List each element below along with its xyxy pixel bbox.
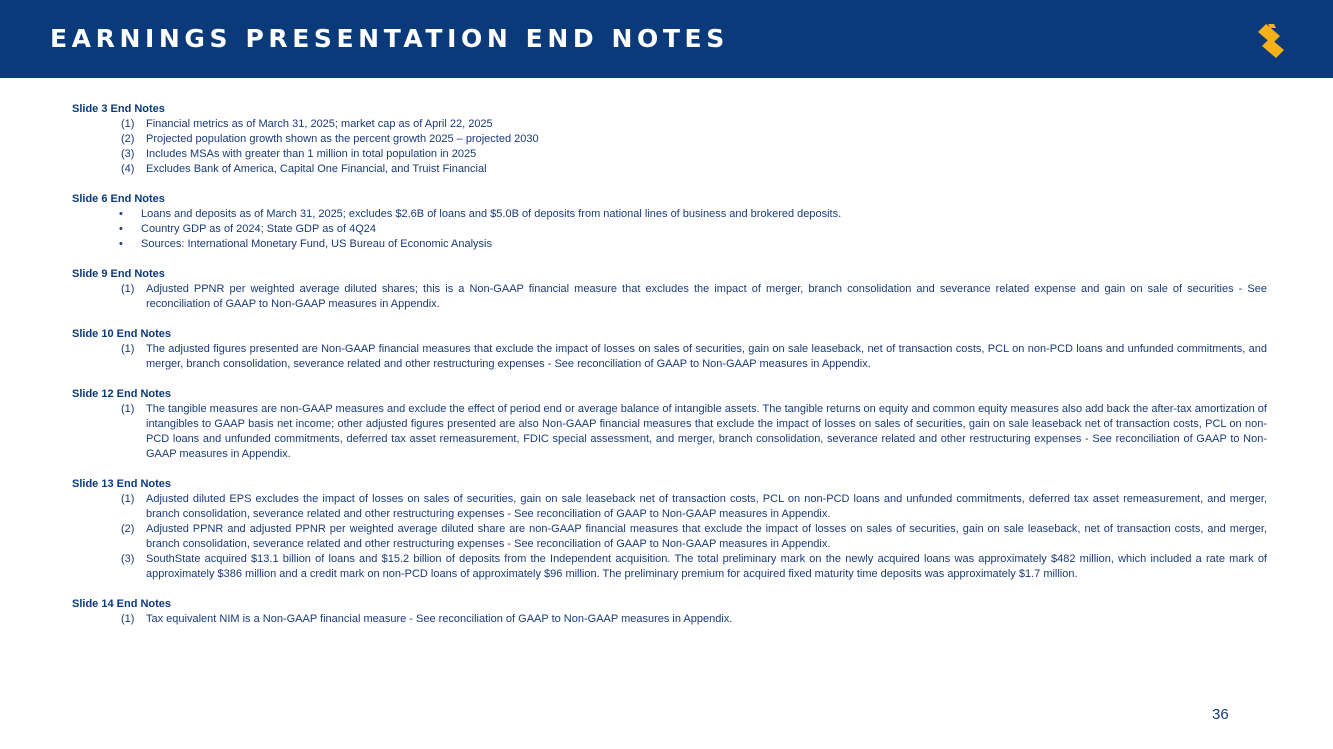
end-notes-section	[72, 267, 1267, 312]
note-number: (2)	[121, 133, 135, 145]
end-note	[72, 237, 1267, 252]
note-text: Projected population growth shown as the percent growth 2025 – projected 2030	[146, 133, 539, 145]
end-notes-section	[72, 477, 1267, 582]
end-notes-section	[72, 597, 1267, 627]
note-number: (1)	[121, 118, 135, 130]
note-text: Tax equivalent NIM is a Non-GAAP financial measure - See reconciliation of GAAP to Non-GAAP measures in Appendix.	[146, 613, 733, 625]
end-note	[72, 402, 1267, 462]
section-heading: Slide 14 End Notes	[72, 598, 172, 610]
section-heading: Slide 10 End Notes	[72, 328, 172, 340]
note-text: Adjusted diluted EPS excludes the impact of losses on sales of securities, gain on sale leaseback net of transaction costs, PCL on non-PCD loans and unfunded commitments, deferred tax asset remeasurement, and merger, branch consolidation, severance related and other restructuring expenses - See reconciliation of GAAP to Non-GAAP measures in Appendix.	[146, 493, 1267, 520]
section-heading: Slide 9 End Notes	[72, 268, 165, 280]
note-text: Country GDP as of 2024; State GDP as of 4Q24	[141, 223, 377, 235]
end-note	[72, 522, 1267, 552]
note-number: (3)	[121, 148, 135, 160]
end-note	[72, 207, 1267, 222]
end-note	[72, 132, 1267, 147]
note-number: (1)	[121, 493, 135, 505]
end-note	[72, 117, 1267, 132]
note-text: Includes MSAs with greater than 1 million in total population in 2025	[146, 148, 477, 160]
bullet-marker: •	[119, 223, 123, 235]
note-text: SouthState acquired $13.1 billion of loans and $15.2 billion of deposits from the Independent acquisition. The total preliminary mark on the newly acquired loans was approximately $482 million, which included a rate mark of approximately $386 million and a credit mark on non-PCD loans of approximately $96 million. The preliminary premium for acquired fixed maturity time deposits was approximately $1.7 million.	[146, 553, 1267, 580]
note-number: (1)	[121, 403, 135, 415]
end-notes-section	[72, 192, 1267, 252]
bullet-marker: •	[119, 238, 123, 250]
end-note	[72, 552, 1267, 582]
note-number: (1)	[121, 283, 135, 295]
page-title: EARNINGS PRESENTATION END NOTES	[50, 24, 729, 53]
end-note	[72, 162, 1267, 177]
note-text: Excludes Bank of America, Capital One Financial, and Truist Financial	[146, 163, 487, 175]
note-text: Adjusted PPNR per weighted average diluted shares; this is a Non-GAAP financial measure that excludes the impact of merger, branch consolidation and severance related expense and gain on sale of securities - See reconciliation of GAAP to Non-GAAP measures in Appendix.	[146, 283, 1267, 310]
note-text: Loans and deposits as of March 31, 2025; excludes $2.6B of loans and $5.0B of deposits from national lines of business and brokered deposits.	[141, 208, 842, 220]
end-note	[72, 342, 1267, 372]
note-number: (1)	[121, 613, 135, 625]
end-note	[72, 222, 1267, 237]
note-text: Adjusted PPNR and adjusted PPNR per weighted average diluted share are non-GAAP financial measures that exclude the impact of losses on sales of securities, gain on sale leaseback, net of transaction costs, and merger, branch consolidation, severance related and other restructuring expenses - See reconciliation of GAAP to Non-GAAP measures in Appendix.	[146, 523, 1267, 550]
end-note	[72, 612, 1267, 627]
page-number: 36	[1212, 706, 1229, 723]
note-number: (2)	[121, 523, 135, 535]
end-note	[72, 492, 1267, 522]
southstate-logo-icon	[1254, 22, 1288, 60]
note-text: The adjusted figures presented are Non-GAAP financial measures that exclude the impact of losses on sales of securities, gain on sale leaseback, net of transaction costs, PCL on non-PCD loans and unfunded commitments, and merger, branch consolidation, severance related and other restructuring expenses - See reconciliation of GAAP to Non-GAAP measures in Appendix.	[146, 343, 1267, 370]
end-notes-body	[72, 102, 1267, 642]
end-notes-section	[72, 387, 1267, 462]
section-heading: Slide 12 End Notes	[72, 388, 172, 400]
note-number: (3)	[121, 553, 135, 565]
note-text: Financial metrics as of March 31, 2025; market cap as of April 22, 2025	[146, 118, 493, 130]
note-number: (4)	[121, 163, 135, 175]
section-heading: Slide 3 End Notes	[72, 103, 165, 115]
end-notes-section	[72, 327, 1267, 372]
end-notes-section	[72, 102, 1267, 177]
section-heading: Slide 13 End Notes	[72, 478, 172, 490]
bullet-marker: •	[119, 208, 123, 220]
section-heading: Slide 6 End Notes	[72, 193, 165, 205]
note-text: Sources: International Monetary Fund, US Bureau of Economic Analysis	[141, 238, 492, 250]
end-note	[72, 147, 1267, 162]
note-text: The tangible measures are non-GAAP measures and exclude the effect of period end or average balance of intangible assets. The tangible returns on equity and common equity measures also add back the after-tax amortization of intangibles to GAAP basis net income; other adjusted figures presented are also Non-GAAP financial measures that exclude the impact of losses on sales of securities, gain on sale leaseback net of transaction costs, PCL on non-PCD loans and unfunded commitments, deferred tax asset remeasurement, FDIC special assessment, and merger, branch consolidation, severance related and other restructuring expenses - See reconciliation of GAAP to Non-GAAP measures in Appendix.	[146, 403, 1267, 460]
end-note	[72, 282, 1267, 312]
header-banner	[0, 0, 1333, 78]
note-number: (1)	[121, 343, 135, 355]
